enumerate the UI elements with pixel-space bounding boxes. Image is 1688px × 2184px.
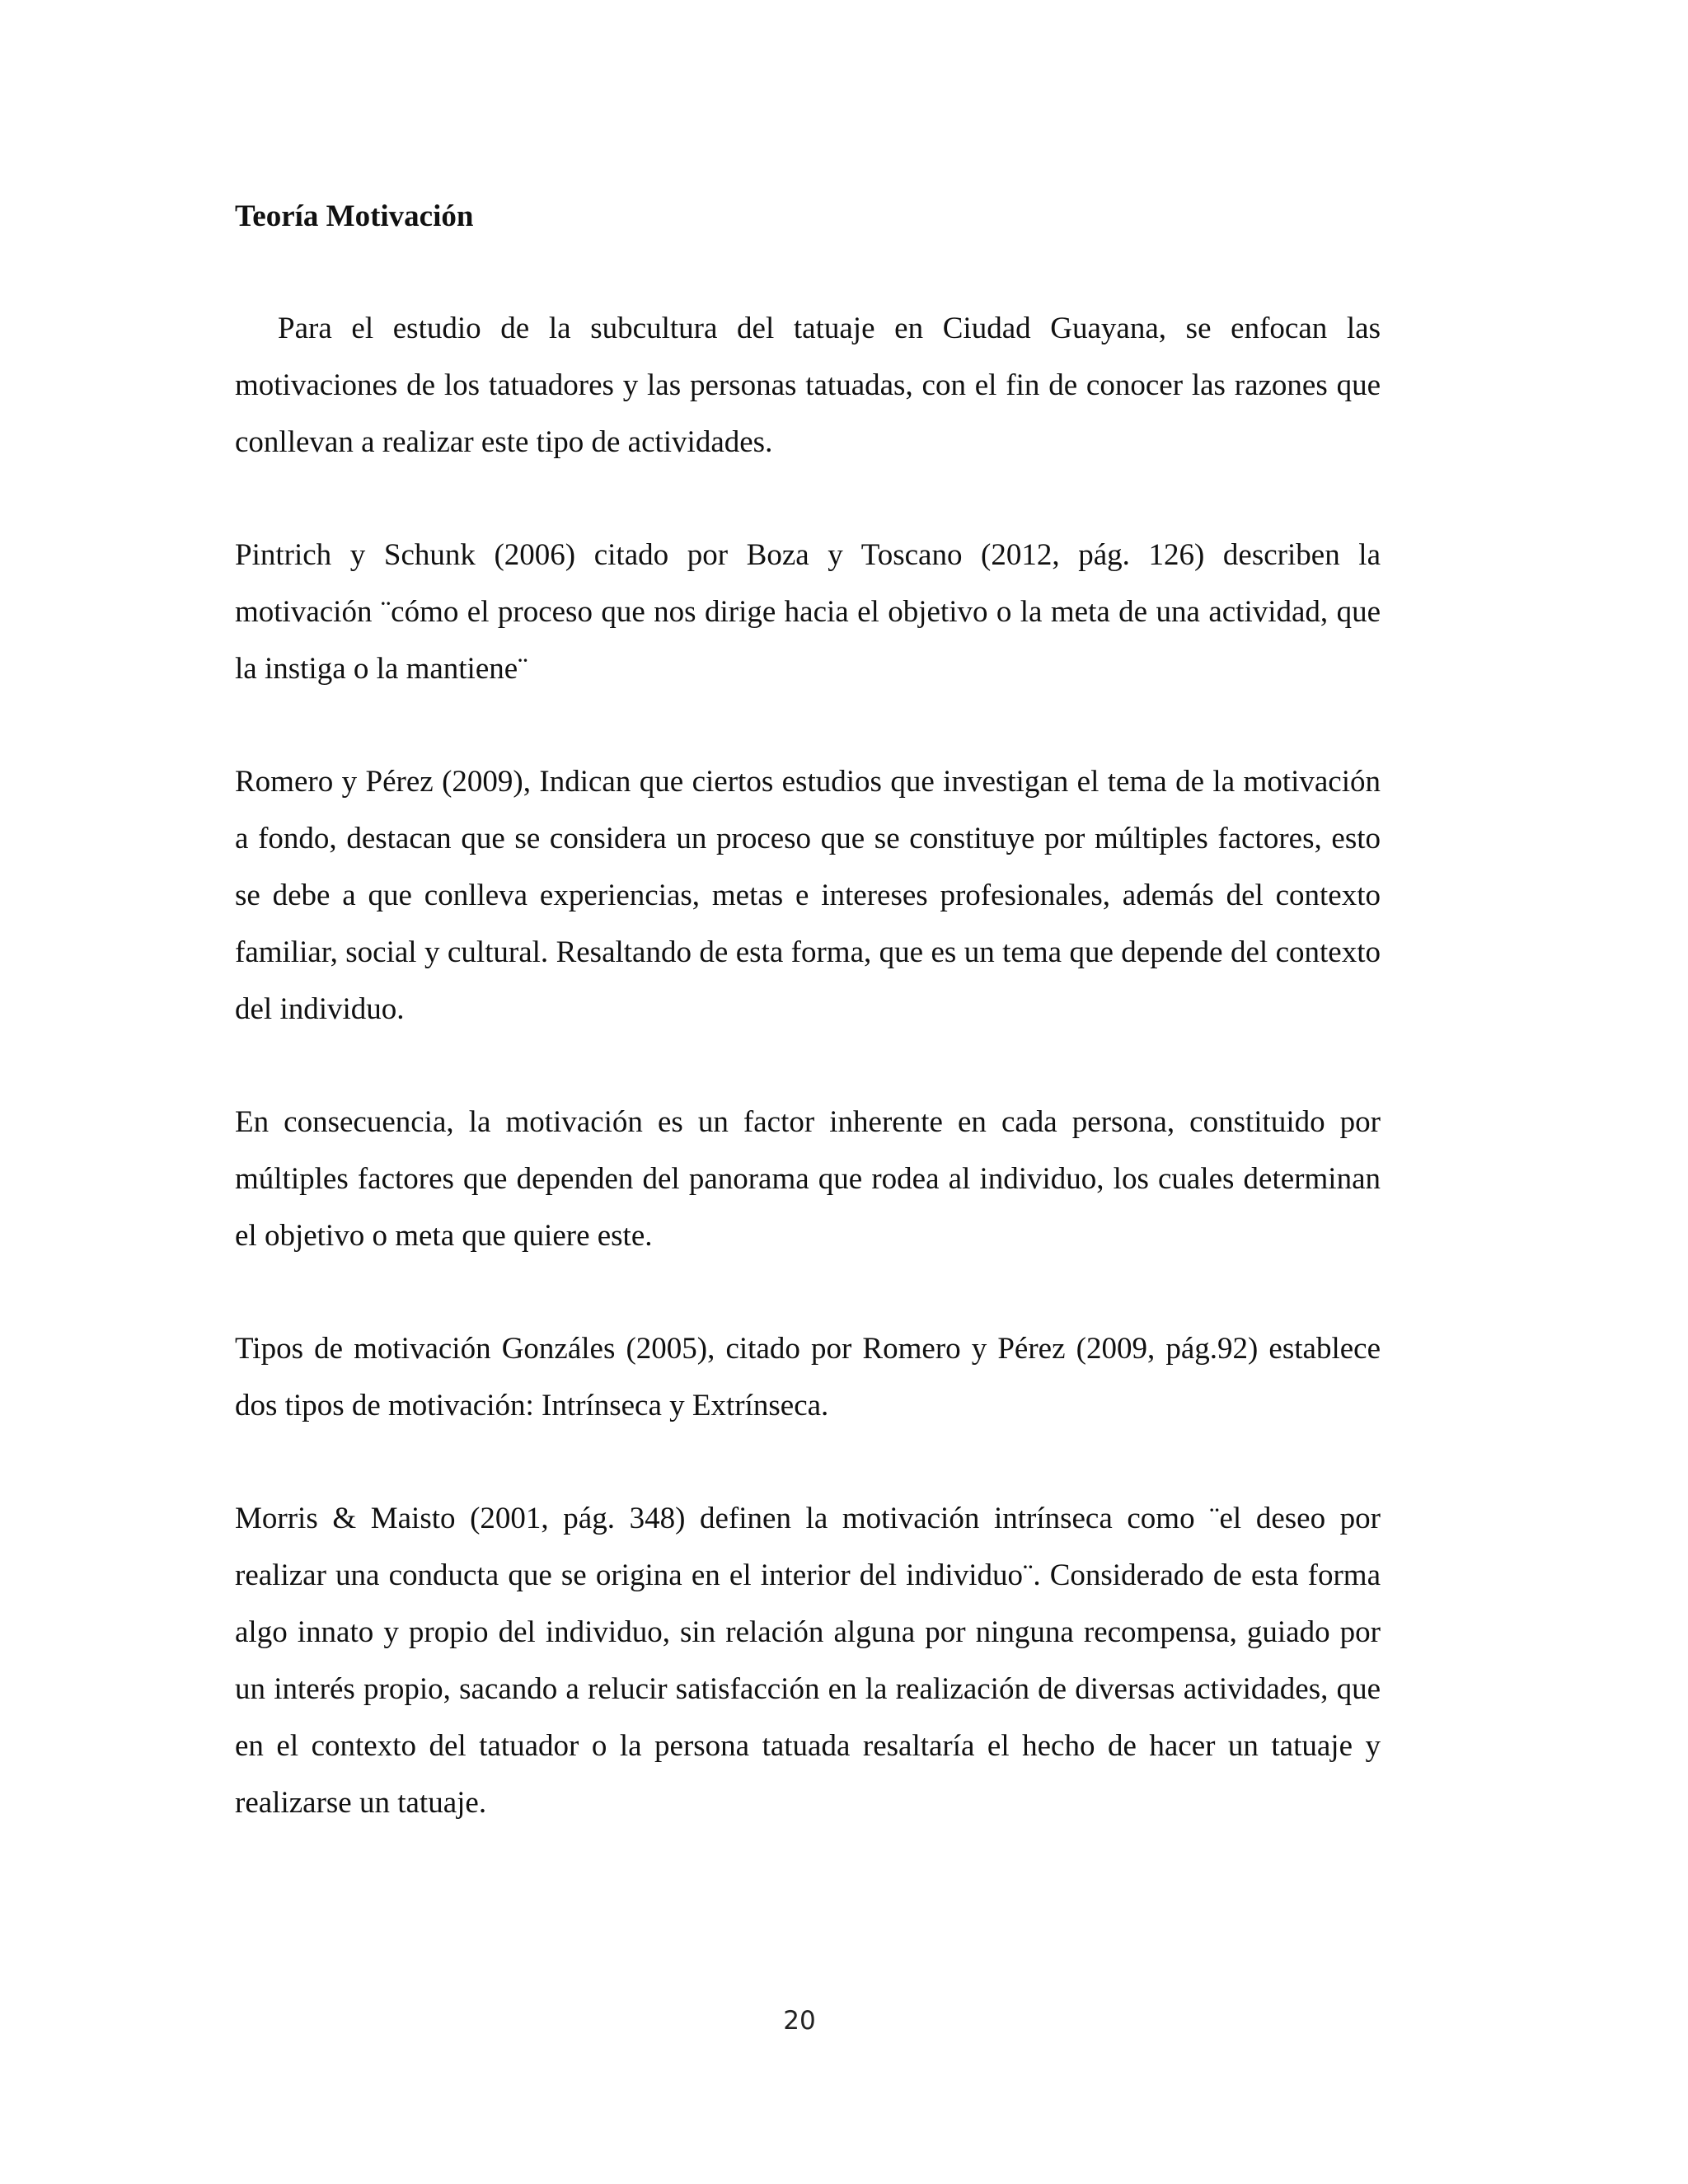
paragraph-morris-maisto: Morris & Maisto (2001, pág. 348) definen la motivación intrínseca como ¨el deseo por realizar una conducta que se origina en el interior del individuo¨. Considerado de esta forma algo innato y propio del individuo, sin relación alguna por ninguna recompensa, guiado por un interés propio, sacando a relucir satisfacción en la realización de diversas actividades, que en el contexto del tatuador o la persona tatuada resaltaría el hecho de hacer un tatuaje y realizarse un tatuaje. bbox=[235, 1502, 1381, 1820]
paragraph-romero-perez: Romero y Pérez (2009), Indican que ciertos estudios que investigan el tema de la motivación a fondo, destacan que se considera un proceso que se constituye por múltiples factores, esto se debe a que conlleva experiencias, metas e intereses profesionales, además del contexto familiar, social y cultural. Resaltando de esta forma, que es un tema que depende del contexto del individuo. bbox=[235, 765, 1381, 1026]
page-content bbox=[235, 188, 1381, 1887]
paragraph-tipos-motivacion: Tipos de motivación Gonzáles (2005), citado por Romero y Pérez (2009, pág.92) establece dos tipos de motivación: Intrínseca y Extrínseca. bbox=[235, 1332, 1381, 1422]
paragraph-intro: Para el estudio de la subcultura del tatuaje en Ciudad Guayana, se enfocan las motivaciones de los tatuadores y las personas tatuadas, con el fin de conocer las razones que conllevan a realizar este tipo de actividades. bbox=[235, 312, 1381, 459]
paragraph-pintrich-schunk: Pintrich y Schunk (2006) citado por Boza y Toscano (2012, pág. 126) describen la motivación ¨cómo el proceso que nos dirige hacia el objetivo o la meta de una actividad, que la instiga o la mantiene¨ bbox=[235, 538, 1381, 686]
paragraph-consecuencia: En consecuencia, la motivación es un factor inherente en cada persona, constituido por múltiples factores que dependen del panorama que rodea al individuo, los cuales determinan el objetivo o meta que quiere este. bbox=[235, 1105, 1381, 1253]
page-number: 20 bbox=[783, 2006, 816, 2036]
section-heading: Teoría Motivación bbox=[235, 199, 474, 233]
